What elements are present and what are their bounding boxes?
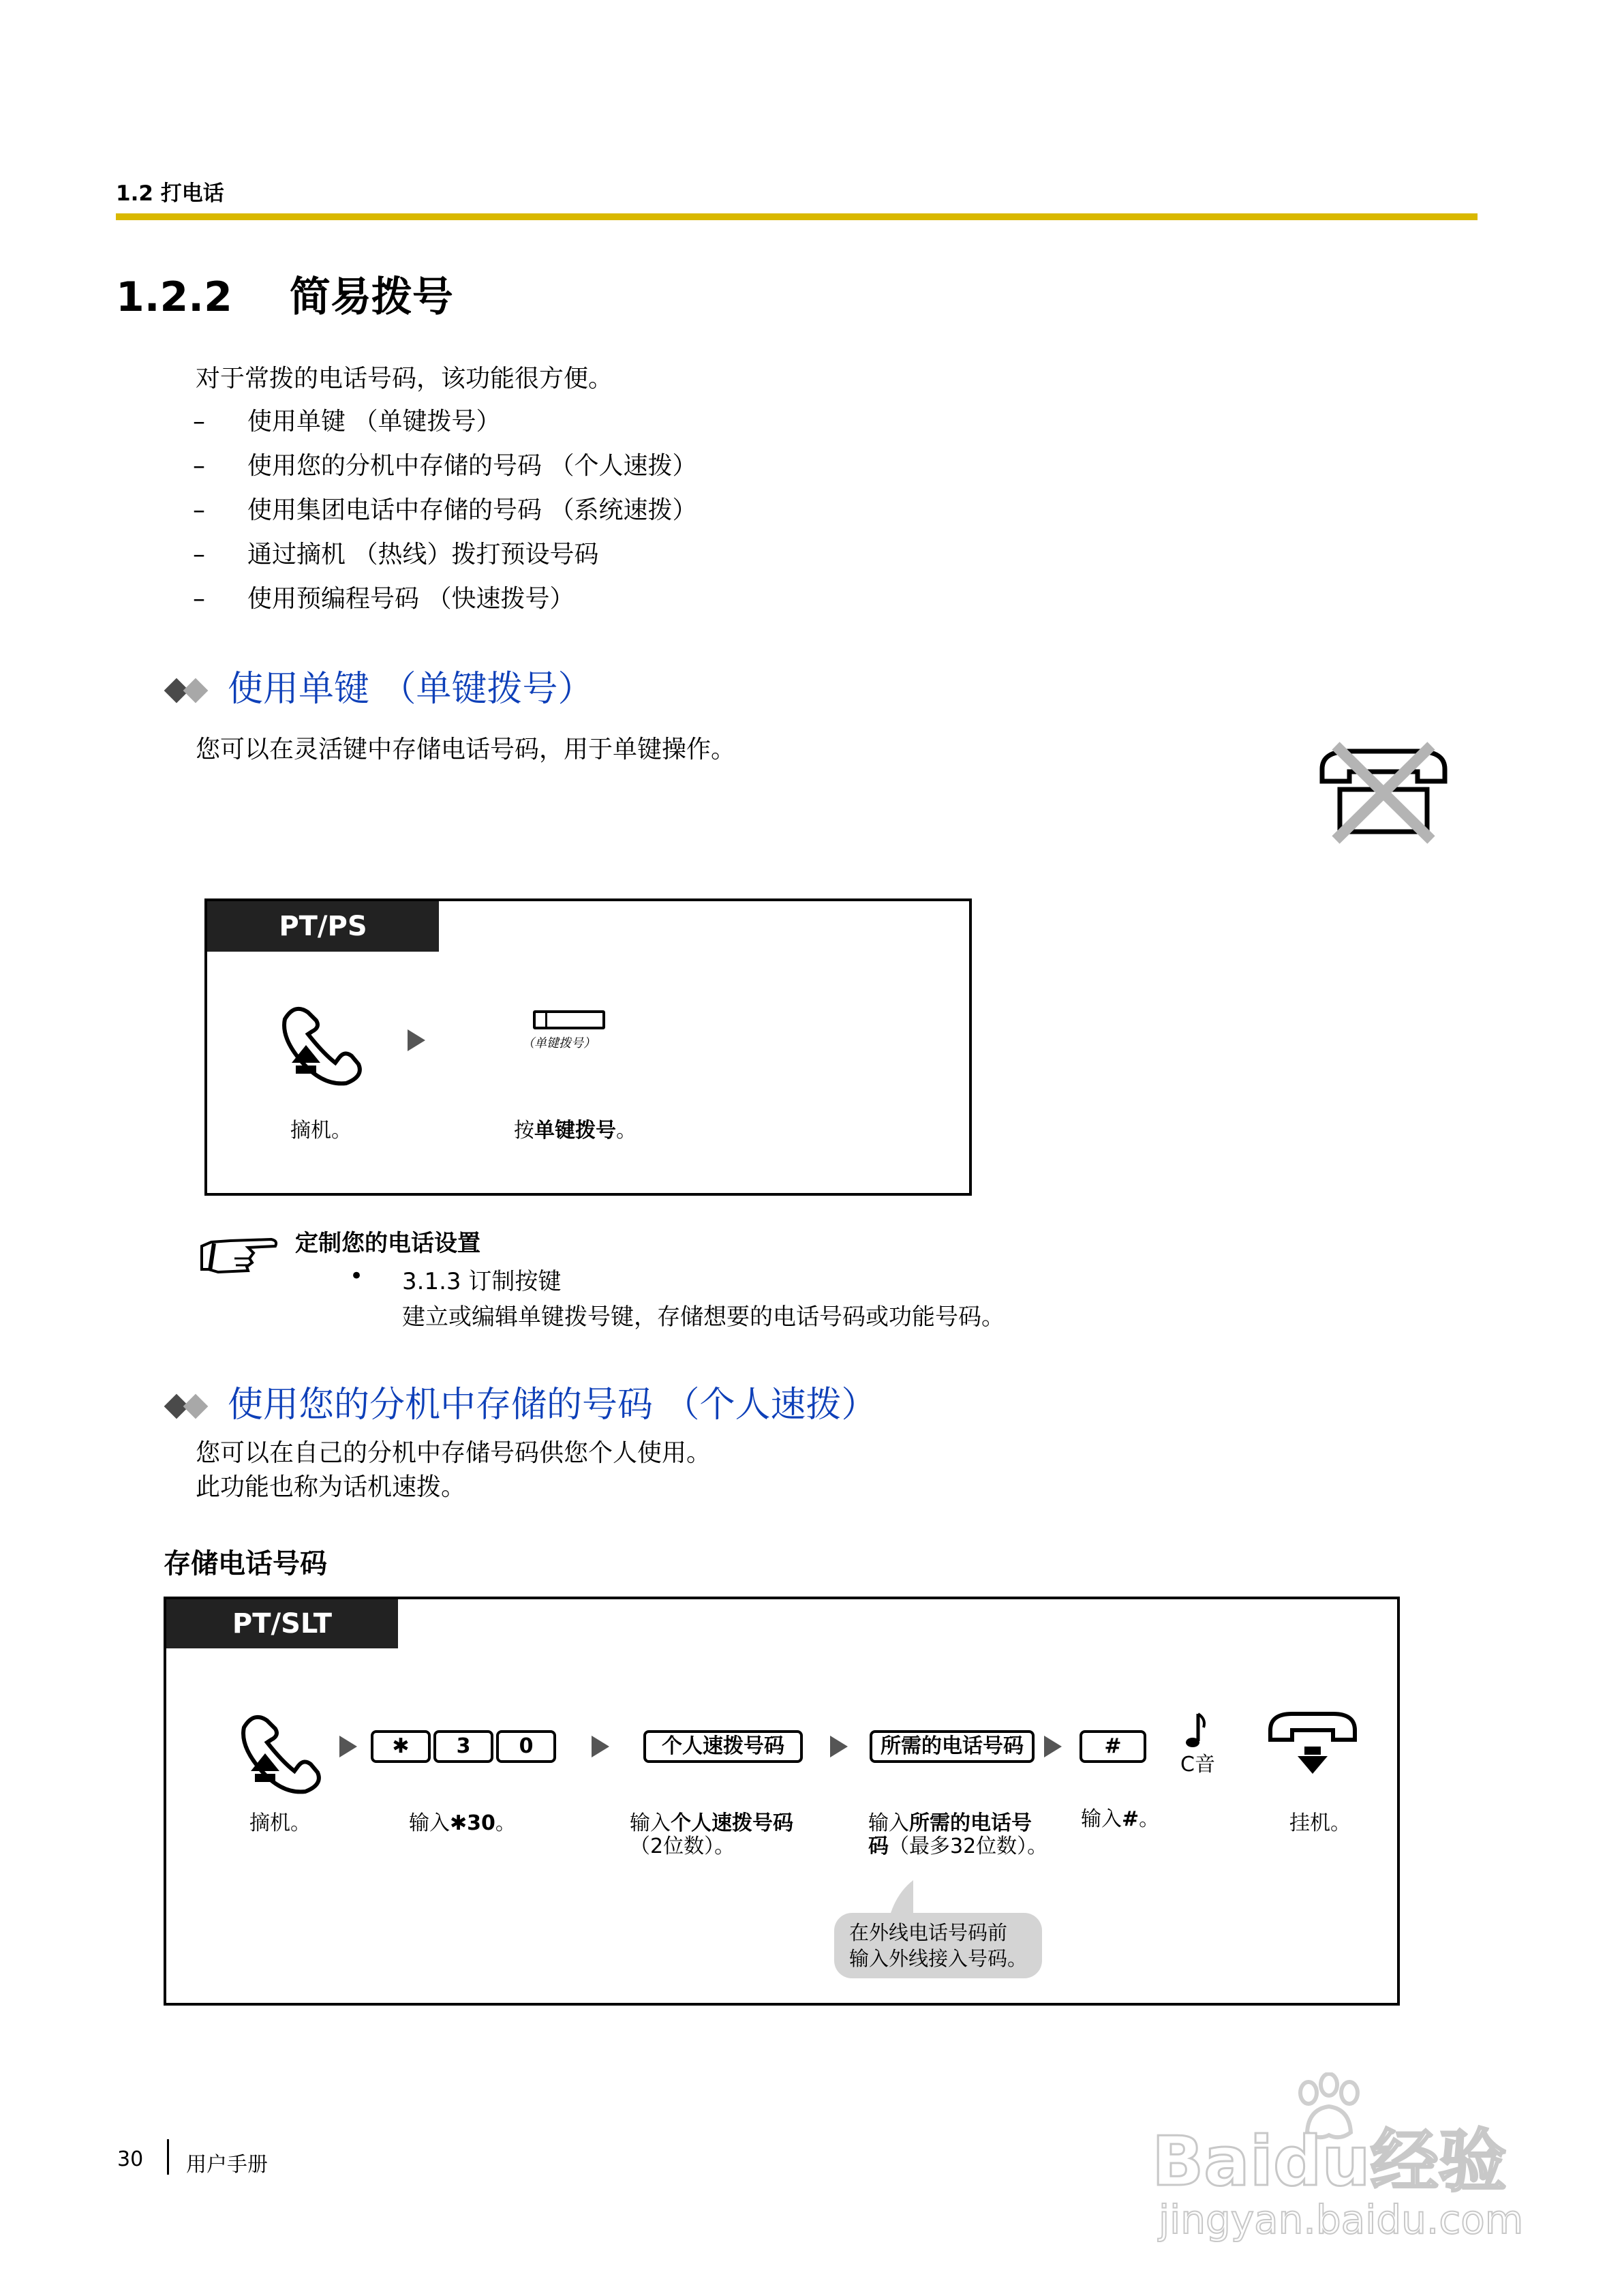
step-caption: 输入✱30。 [409,1811,516,1835]
section-title [116,265,453,323]
pointing-hand-icon [199,1233,281,1275]
step-caption: 挂机。 [1289,1811,1351,1835]
pt-ps-tab: PT/PS [207,901,439,952]
personal-speed-dial-desc: 您可以在自己的分机中存储号码供您个人使用。 [196,1439,711,1467]
page-number: 30 [117,2147,144,2171]
diamond-bullet-icon [164,1393,218,1421]
pt-slt-procedure-box [164,1597,1400,2006]
step-caption: 输入个人速拨号码 [630,1811,793,1835]
zero-key: 0 [496,1730,556,1763]
star-key: ✱ [371,1730,431,1763]
three-key: 3 [433,1730,493,1763]
pt-slt-tab: PT/SLT [166,1599,398,1648]
store-number-title: 存储电话号码 [164,1548,327,1580]
list-item: – 使用集团电话中存储的号码 （系统速拨） [193,496,697,524]
pt-ps-procedure-box [204,898,972,1196]
desired-number-key: 所需的电话号码 [870,1730,1035,1763]
subsection-title-personal-speed-dial: 使用您的分机中存储的号码 （个人速拨） [164,1376,877,1427]
one-touch-key-label: （单键拨号） [522,1036,596,1051]
step-caption: （2位数）。 [630,1834,735,1858]
footer-divider [167,2139,169,2175]
handset-off-hook-icon [275,1000,364,1089]
handset-on-hook-icon [1265,1710,1360,1778]
note-bullet: • [350,1263,364,1290]
step-arrow-icon [830,1736,848,1757]
step-arrow-icon [408,1029,425,1051]
step-caption: 摘机。 [249,1811,311,1835]
intro-text: 对于常拨的电话号码，该功能很方便。 [196,365,613,393]
step-arrow-icon [592,1736,609,1757]
list-item: – 使用预编程号码 （快速拨号） [193,585,575,613]
crossed-phone-icon [1315,742,1452,844]
section-title-text: 简易拨号 [289,273,453,321]
personal-speed-dial-number-key: 个人速拨号码 [643,1730,803,1763]
section-number: 1.2.2 [116,273,232,321]
diamond-bullet-icon [164,678,218,705]
watermark-brand: Baidu经验 [1152,2121,1507,2201]
subsection-title-one-touch: 使用单键 （单键拨号） [164,660,594,711]
running-header: 1.2 打电话 [116,181,224,206]
header-rule [116,213,1478,220]
note-title: 定制您的电话设置 [295,1230,480,1257]
step-caption: 输入#。 [1081,1807,1160,1831]
list-item: – 通过摘机 （热线）拨打预设号码 [193,541,599,569]
footer-title: 用户手册 [186,2153,268,2177]
handset-off-hook-icon [234,1708,323,1797]
step-arrow-icon [1044,1736,1062,1757]
music-note-icon [1180,1711,1208,1752]
note-description: 建立或编辑单键拨号键，存储想要的电话号码或功能号码。 [402,1303,1005,1331]
step-caption: 输入所需的电话号 [868,1811,1032,1835]
step-caption: 按单键拨号。 [514,1119,637,1143]
hash-key: # [1080,1730,1146,1763]
one-touch-key-icon [533,1010,605,1029]
list-item: – 使用您的分机中存储的号码 （个人速拨） [193,452,697,480]
note-reference-link[interactable]: 3.1.3 订制按键 [402,1268,562,1295]
step-caption: 摘机。 [290,1119,352,1143]
list-item: – 使用单键 （单键拨号） [193,408,501,436]
one-touch-description: 您可以在灵活键中存储电话号码，用于单键操作。 [196,736,736,764]
confirmation-tone-label: C音 [1180,1753,1215,1777]
personal-speed-dial-desc: 此功能也称为话机速拨。 [196,1473,466,1501]
step-arrow-icon [339,1736,357,1757]
step-caption: 码（最多32位数）。 [868,1834,1048,1858]
outside-line-callout: 在外线电话号码前 输入外线接入号码。 [834,1913,1042,1978]
watermark-url: jingyan.baidu.com [1159,2196,1524,2243]
